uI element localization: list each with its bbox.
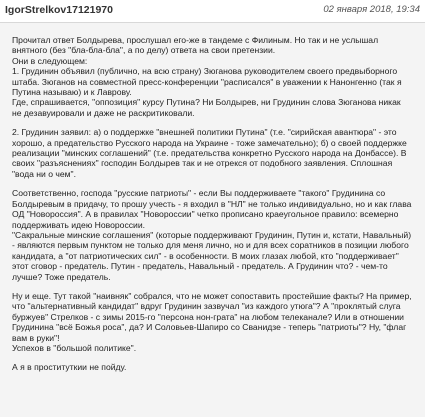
- comment-paragraph: А я в проституткии не пойду.: [12, 362, 127, 373]
- comment-header: [0, 0, 425, 22]
- comment-body: [0, 22, 425, 417]
- author-link[interactable]: IgorStrelkov17121970: [5, 4, 113, 16]
- comment-text: [12, 35, 412, 373]
- comment-paragraph: 2. Грудинин заявил: а) о поддержке "внешней политики Путина" (т.е. "сирийская авантюра" - это хорошо, а предательство Русского народа на Украине - тоже замечательно); б) о своей поддержке реализации "минских соглашений" (т.е. предательства конкретно Русского народа на Донбассе). В своих "разъяснениях" господин Болдырев так и не отрекся от подобного заявления. Сплошная "вода ни о чем".: [12, 127, 407, 179]
- post-date: 02 января 2018, 19:34: [323, 4, 420, 15]
- comment-paragraph: Прочитал ответ Болдырева, прослушал его-же в тандеме с Филиным. Но так и не услышал внятного (без "бла-бла-бла", а по делу) ответа на свои претензии. Они в следующем: 1. Грудинин объявил (публично, на всю страну) Зюганова руководителем своего предвыборного штаба. Зюганов на совместной пресс-конференции "расписался" в уважении к Нанонгенно (так я Путина называю) и к Лаврову. Где, спрашивается, "оппозиция" курсу Путина? Ни Болдырев, ни Грудинин слова Зюганова никак не дезавуировали и даже не раскритиковали.: [12, 35, 402, 118]
- comment-paragraph: Соответственно, господа "русские патриоты" - если Вы поддерживаете "такого" Грудинина со Болдыревым в придачу, то прошу учесть - я входил в "НЛ" не только индивидуально, но и как глава ОД "Новороссия". А в правилах "Новороссии" четко прописано краеугольное правило: всемерно поддерживать идею Новороссии. "Сакральные минские соглашения" (которые поддерживают Грудинин, Путин и, кстати, Навальный) - являются первым пунктом не только для меня лично, но и для всех соратников в позиции любого кандидата, а "от патриотических сил" - в особенности. В моих глазах любой, кто "поддерживает" этот сговор - предатель. Путин - предатель, Навальный - предатель. А Грудинин что? - чем-то лучше? Тоже предатель.: [12, 188, 412, 282]
- comment-paragraph: Ну и еще. Тут такой "наивняк" собрался, что не может сопоставить простейшие факты? На пример, что "альтернативный кандидат" вдруг Грудинин зазвучал "из каждого утюга"? А "проклятый слуга буржуев" Стрелков - с зимы 2015-го "персона нон-грата" на любом телеканале? Или в отношении Грудинина "всё Божья роса", да? И Соловьев-Шапиро со Сванидзе - теперь "патриоты"? Ну, "флаг вам в руки"! Успехов в "большой политике".: [12, 290, 412, 353]
